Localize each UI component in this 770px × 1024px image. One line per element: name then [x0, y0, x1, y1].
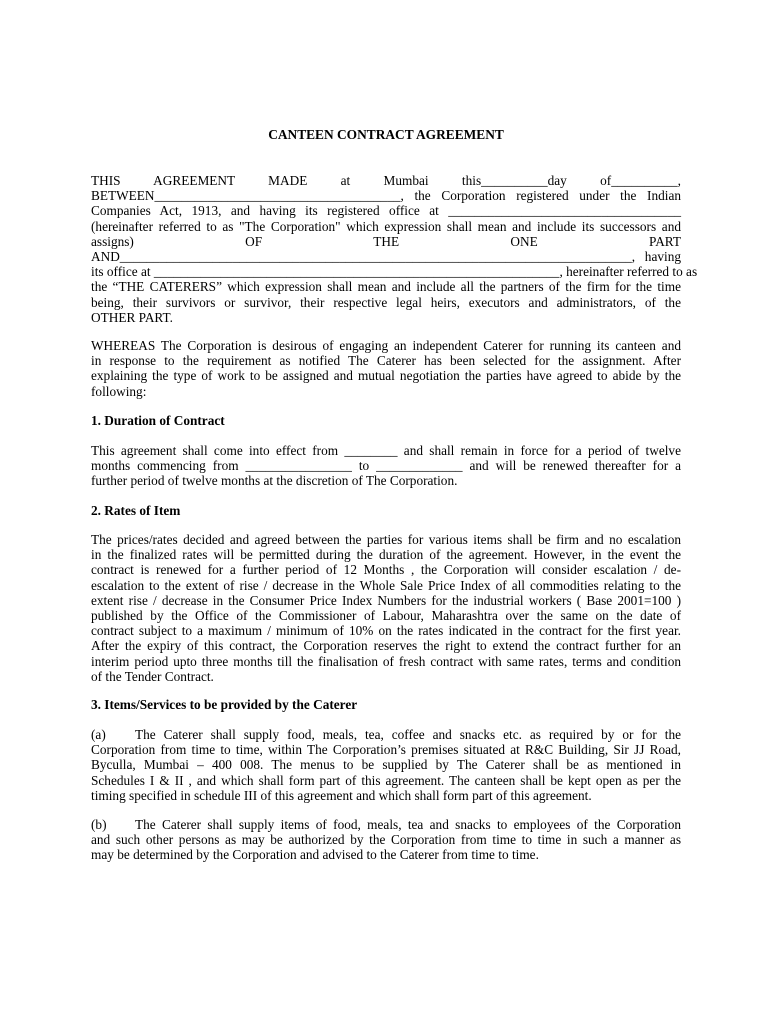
- section-3-item-a: [91, 727, 681, 803]
- item-b-line: [91, 817, 681, 832]
- intro-line: AND_____________________________________________________________________________, having: [91, 249, 681, 265]
- item-a-line: Byculla, Mumbai – 400 008. The menus to be supplied by The Caterer shall be as mentioned in: [91, 757, 681, 773]
- item-a-line-text: The Caterer shall supply food, meals, tea, coffee and snacks etc. as required by or for the: [135, 727, 681, 742]
- intro-paragraph: [91, 173, 698, 325]
- intro-line: assigns) OF THE ONE PART: [91, 233, 681, 249]
- intro-line: being, their survivors or survivor, their respective legal heirs, executors and administrators, of the: [91, 294, 681, 310]
- section-1-heading: 1. Duration of Contract: [91, 413, 225, 428]
- item-b-line-text: The Caterer shall supply items of food, meals, tea and snacks to employees of the Corporation: [135, 817, 681, 832]
- section-2-line: of the Tender Contract.: [91, 668, 214, 684]
- section-2-line: in the finalized rates will be permitted during the duration of the agreement. However, in the event the: [91, 547, 681, 563]
- section-2-paragraph: [91, 532, 681, 684]
- section-1-line: further period of twelve months at the discretion of The Corporation.: [91, 473, 458, 489]
- section-2-heading: 2. Rates of Item: [91, 503, 181, 518]
- whereas-line: WHEREAS The Corporation is desirous of engaging an independent Caterer for running its canteen and: [91, 338, 681, 353]
- item-a-line: Corporation from time to time, within The Corporation’s premises situated at R&C Building, Sir JJ Road,: [91, 742, 681, 758]
- section-1-line: months commencing from ________________ to _____________ and will be renewed thereafter for a: [91, 458, 681, 474]
- section-2-line: published by the Office of the Commissioner of Labour, Maharashtra over the same on the date of: [91, 608, 681, 624]
- section-2-line: contract subject to a maximum / minimum of 10% on the rates indicated in the contract for the first year.: [91, 623, 681, 639]
- intro-line: its office at _____________________________________________________________, hereinafter referred to as: [91, 264, 698, 280]
- item-a-line: timing specified in schedule III of this agreement and which shall form part of this agreement.: [91, 787, 592, 803]
- whereas-line: in response to the requirement as notified The Caterer has been selected for the assignment. After: [91, 353, 681, 369]
- item-a-line: Schedules I & II , and which shall form part of this agreement. The canteen shall be kept open as per the: [91, 772, 681, 788]
- section-1-line: This agreement shall come into effect from ________ and shall remain in force for a period of twelve: [91, 443, 681, 458]
- section-3-item-b: [91, 817, 681, 863]
- intro-line: THIS AGREEMENT MADE at Mumbai this__________day of__________,: [91, 173, 681, 188]
- section-1-paragraph: [91, 443, 681, 489]
- item-a-label: (a): [91, 727, 106, 742]
- section-2-line: interim period upto three months till the finalisation of fresh contract with same rates, terms and condition: [91, 653, 681, 669]
- intro-line: Companies Act, 1913, and having its registered office at ___________________________________: [91, 203, 681, 219]
- item-b-line: and such other persons as may be authorized by the Corporation from time to time in such a manner as: [91, 832, 681, 848]
- whereas-line: explaining the type of work to be assigned and mutual negotiation the parties have agreed to abide by the: [91, 368, 681, 384]
- item-b-line: may be determined by the Corporation and advised to the Caterer from time to time.: [91, 847, 539, 863]
- section-2-line: escalation to the extent of rise / decrease in the Whole Sale Price Index of all commodities relating to the: [91, 577, 681, 593]
- document-title: CANTEEN CONTRACT AGREEMENT: [268, 127, 504, 142]
- intro-line: BETWEEN_____________________________________, the Corporation registered under the Indian: [91, 188, 681, 204]
- whereas-line: following:: [91, 383, 147, 399]
- section-2-line: After the expiry of this contract, the Corporation reserves the right to extend the contract further for an: [91, 638, 681, 654]
- item-b-label: (b): [91, 817, 107, 832]
- intro-line: OTHER PART.: [91, 309, 173, 325]
- intro-line: (hereinafter referred to as "The Corporation" which expression shall mean and include its successors and: [91, 218, 681, 234]
- item-a-line: [91, 727, 681, 742]
- whereas-paragraph: [91, 338, 681, 399]
- intro-line: the “THE CATERERS” which expression shall mean and include all the partners of the firm for the time: [91, 279, 681, 295]
- section-3-heading: 3. Items/Services to be provided by the Caterer: [91, 697, 358, 712]
- section-2-line: The prices/rates decided and agreed between the parties for various items shall be firm and no escalation: [91, 532, 681, 547]
- section-2-line: contract is renewed for a further period of 12 Months , the Corporation will consider escalation / de-: [91, 562, 681, 578]
- section-2-line: extent rise / decrease in the Consumer Price Index Numbers for the industrial workers ( Base 2001=100 ): [91, 592, 681, 608]
